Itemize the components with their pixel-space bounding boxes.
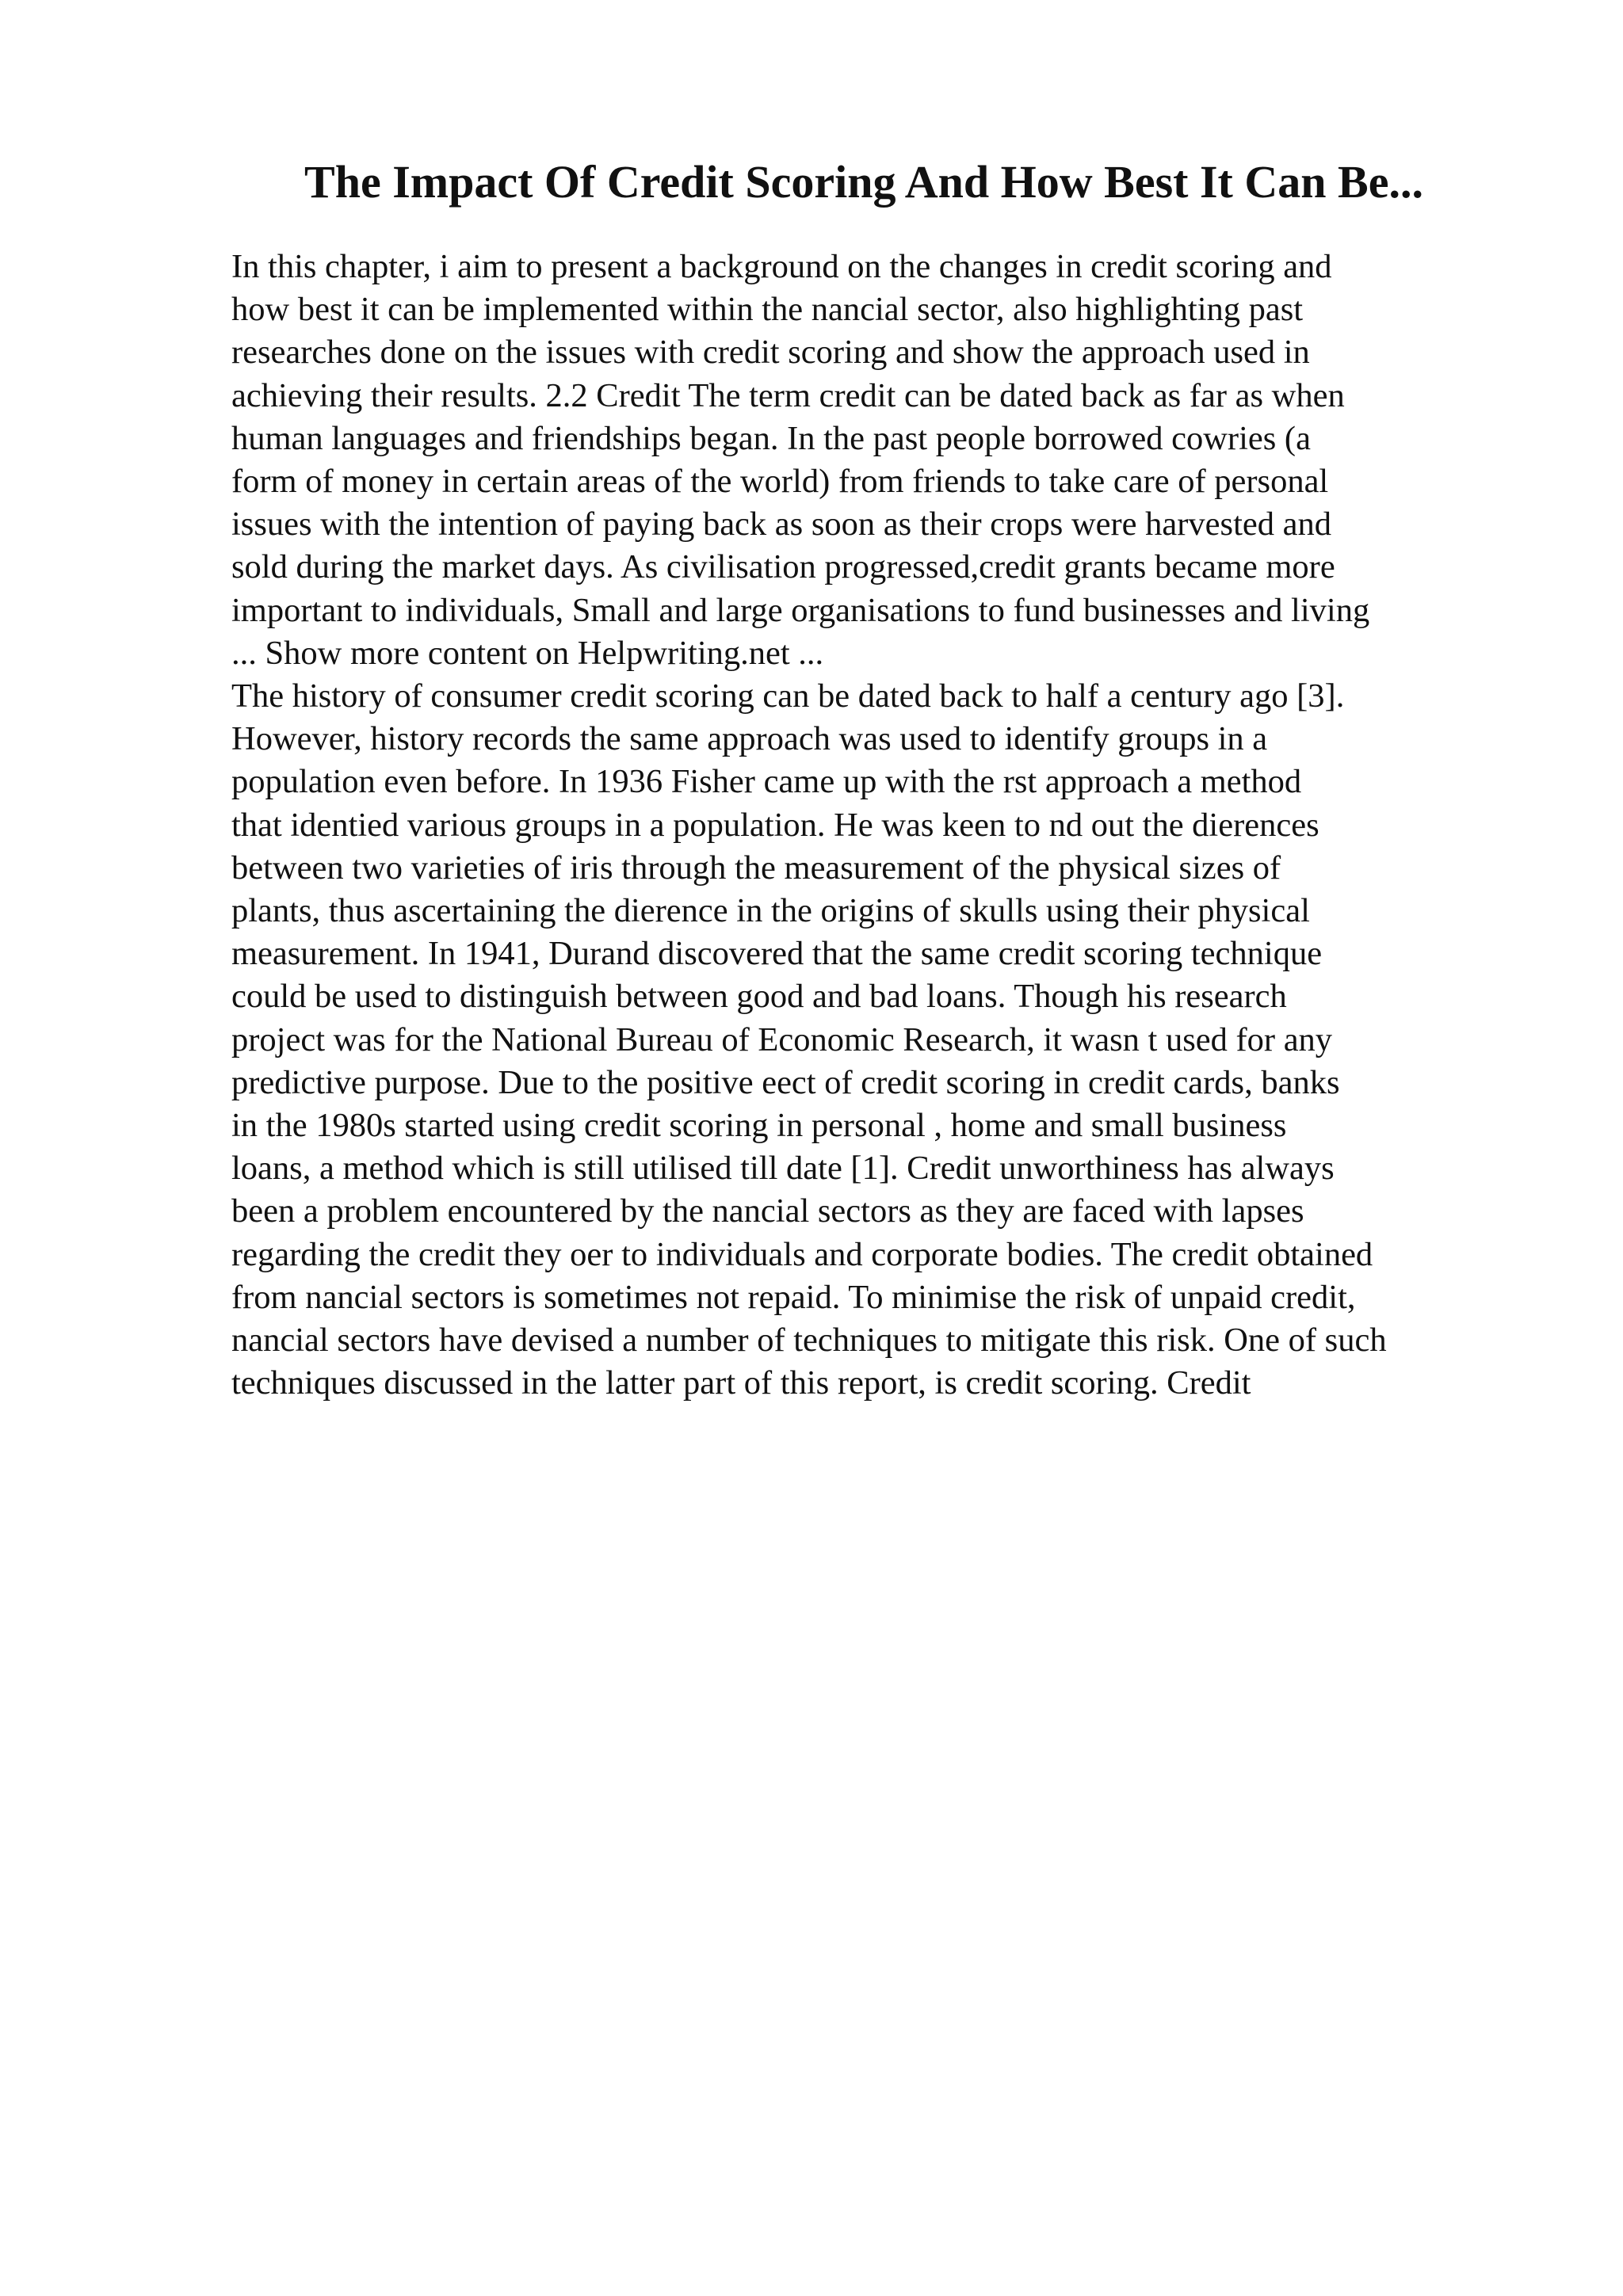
- body-line-11: The history of consumer credit scoring can be dated back to half a century ago [3].: [231, 677, 1345, 715]
- body-line-18: could be used to distinguish between good and bad loans. Though his research: [231, 978, 1287, 1016]
- body-line-5: human languages and friendships began. In the past people borrowed cowries (a: [231, 419, 1311, 457]
- body-line-17: measurement. In 1941, Durand discovered that the same credit scoring technique: [231, 935, 1323, 973]
- body-line-1: In this chapter, i aim to present a background on the changes in credit scoring and: [231, 248, 1332, 285]
- body-line-27: techniques discussed in the latter part of this report, is credit scoring. Credit: [231, 1364, 1251, 1402]
- body-line-12: However, history records the same approach was used to identify groups in a: [231, 720, 1268, 758]
- body-line-3: researches done on the issues with credit scoring and show the approach used in: [231, 334, 1310, 372]
- body-line-14: that identied various groups in a population. He was keen to nd out the dierences: [231, 806, 1319, 844]
- body-line-15: between two varieties of iris through the measurement of the physical sizes of: [231, 849, 1281, 887]
- body-line-25: from nancial sectors is sometimes not repaid. To minimise the risk of unpaid credit,: [231, 1278, 1356, 1316]
- body-line-21: in the 1980s started using credit scoring in personal , home and small business: [231, 1107, 1287, 1145]
- body-line-22: loans, a method which is still utilised till date [1]. Credit unworthiness has always: [231, 1150, 1335, 1188]
- body-line-8: sold during the market days. As civilisation progressed,credit grants became more: [231, 548, 1335, 586]
- document-body: [231, 246, 1515, 1405]
- body-line-4: achieving their results. 2.2 Credit The term credit can be dated back as far as when: [231, 376, 1345, 414]
- body-line-7: issues with the intention of paying back as soon as their crops were harvested and: [231, 505, 1331, 543]
- body-line-26: nancial sectors have devised a number of techniques to mitigate this risk. One of such: [231, 1322, 1387, 1360]
- body-line-6: form of money in certain areas of the world) from friends to take care of personal: [231, 463, 1329, 501]
- body-line-24: regarding the credit they oer to individuals and corporate bodies. The credit obtained: [231, 1235, 1373, 1273]
- body-line-23: been a problem encountered by the nancial sectors as they are faced with lapses: [231, 1192, 1304, 1230]
- body-line-20: predictive purpose. Due to the positive eect of credit scoring in credit cards, banks: [231, 1063, 1340, 1101]
- body-line-16: plants, thus ascertaining the dierence in the origins of skulls using their physical: [231, 892, 1310, 930]
- body-line-19: project was for the National Bureau of Economic Research, it wasn t used for any: [231, 1020, 1333, 1058]
- body-line-2: how best it can be implemented within the nancial sector, also highlighting past: [231, 291, 1304, 329]
- body-line-13: population even before. In 1936 Fisher came up with the rst approach a method: [231, 763, 1302, 801]
- body-line-9: important to individuals, Small and large organisations to fund businesses and living: [231, 591, 1370, 629]
- document-title: The Impact Of Credit Scoring And How Best It Can Be...: [304, 156, 1423, 208]
- show-more-line: ... Show more content on Helpwriting.net ...: [231, 634, 824, 672]
